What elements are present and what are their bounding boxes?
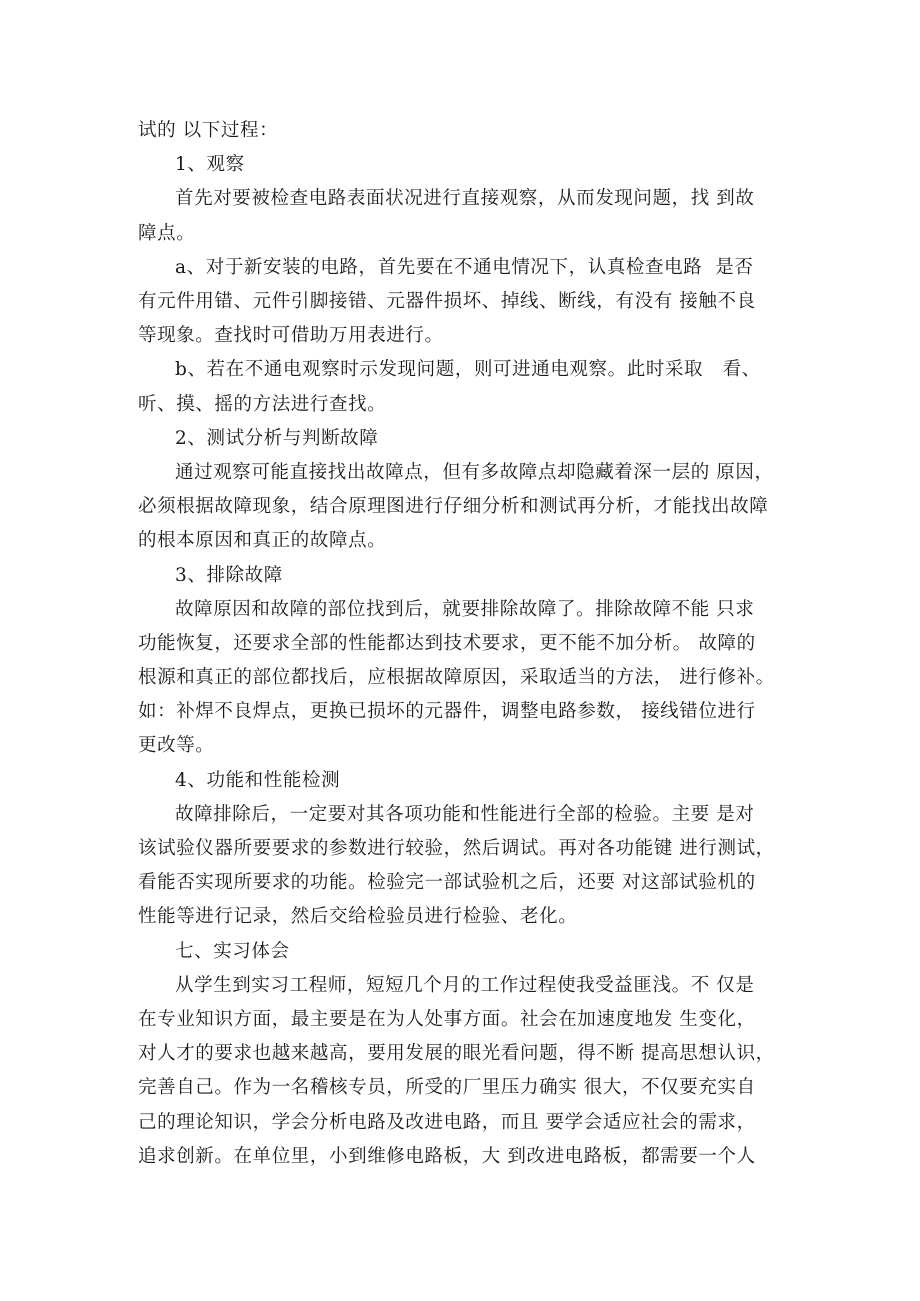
text-line: 障点。 [138, 223, 196, 244]
text-line: 完善自己。作为一名稽核专员，所受的厂里压力确实 很大，不仅要充实自 [138, 1077, 756, 1098]
text-line: 从学生到实习工程师，短短几个月的工作过程使我受益匪浅。不 仅是 [175, 975, 755, 996]
text-line: a、对于新安装的电路，首先要在不通电情况下，认真检查电路 是否 [175, 257, 754, 278]
section-heading: 3、排除故障 [175, 565, 283, 586]
text-line: 故障原因和故障的部位找到后，就要排除故障了。排除故障不能 只求 [175, 599, 755, 620]
text-line: 该试验仪器所要要求的参数进行较验，然后调试。再对各功能键 进行测试， [138, 838, 775, 859]
text-line: 试的 以下过程： [138, 120, 279, 141]
text-line: 更改等。 [138, 735, 215, 756]
text-line: 的根本原因和真正的故障点。 [138, 530, 387, 551]
section-heading: 4、功能和性能检测 [175, 770, 341, 791]
text-line: 根源和真正的部位都找后，应根据故障原因，采取适当的方法， 进行修补。 [138, 667, 775, 688]
text-line: 在专业知识方面，最主要是在为人处事方面。社会在加速度地发 生变化， [138, 1009, 756, 1030]
section-heading: 1、观察 [175, 154, 245, 175]
text-line: 追求创新。在单位里，小到维修电路板，大 到改进电路板，都需要一个人 [138, 1146, 756, 1167]
section-heading: 2、测试分析与判断故障 [175, 428, 379, 449]
text-line: 对人才的要求也越来越高，要用发展的眼光看问题，得不断 提高思想认识， [138, 1043, 775, 1064]
text-line: 首先对要被检查电路表面状况进行直接观察，从而发现问题，找 到故 [175, 188, 755, 209]
text-line: 通过观察可能直接找出故障点，但有多故障点却隐藏着深一层的 原因， [175, 462, 774, 483]
text-line: 必须根据故障现象，结合原理图进行仔细分析和测试再分析，才能找出故障 [138, 496, 769, 517]
text-line: 如：补焊不良焊点，更换已损坏的元器件，调整电路参数， 接线错位进行 [138, 701, 756, 722]
text-line: 等现象。查找时可借助万用表进行。 [138, 325, 444, 346]
section-heading: 七、实习体会 [175, 941, 290, 962]
text-line: 看能否实现所要求的功能。检验完一部试验机之后，还要 对这部试验机的 [138, 872, 756, 893]
text-line: 听、摸、摇的方法进行查找。 [138, 394, 387, 415]
text-line: 有元件用错、元件引脚接错、元器件损坏、掉线、断线，有没有 接触不良 [138, 291, 756, 312]
text-line: 故障排除后，一定要对其各项功能和性能进行全部的检验。主要 是对 [175, 804, 755, 825]
text-line: 己的理论知识，学会分析电路及改进电路，而且 要学会适应社会的需求， [138, 1112, 756, 1133]
text-line: 功能恢复，还要求全部的性能都达到技术要求，更不能不加分析。 故障的 [138, 633, 756, 654]
text-line: b、若在不通电观察时示发现问题，则可进通电观察。此时采取 看、 [175, 359, 761, 380]
text-line: 性能等进行记录，然后交给检验员进行检验、老化。 [138, 906, 578, 927]
